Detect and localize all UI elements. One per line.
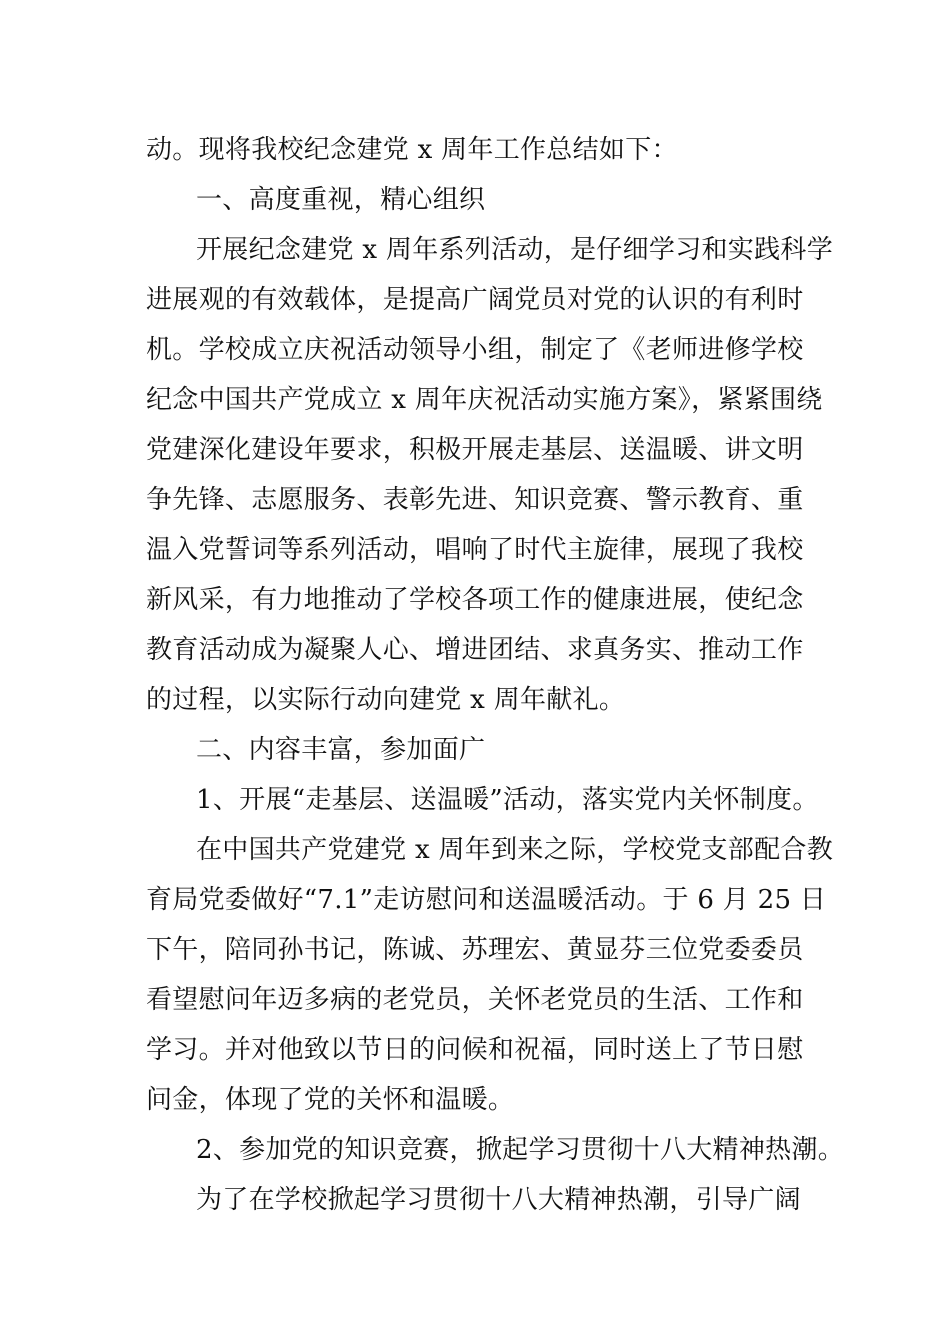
subheading-2: 2、参加党的知识竞赛，掀起学习贯彻十八大精神热潮。 [196, 1135, 845, 1165]
text-line-3: 开展纪念建党 x 周年系列活动，是仔细学习和实践科学 [196, 235, 833, 265]
text-line-1: 动。现将我校纪念建党 x 周年工作总结如下： [146, 135, 678, 165]
text-line-11: 教育活动成为凝聚人心、增进团结、求真务实、推动工作 [146, 635, 804, 665]
text-line-5: 机。学校成立庆祝活动领导小组，制定了《老师进修学校 [146, 335, 804, 365]
text-line-20: 问金，体现了党的关怀和温暖。 [146, 1085, 515, 1115]
text-line-10: 新风采，有力地推动了学校各项工作的健康进展，使纪念 [146, 585, 804, 615]
text-line-15: 在中国共产党建党 x 周年到来之际，学校党支部配合教 [196, 835, 833, 865]
section-heading-1: 一、高度重视，精心组织 [196, 185, 486, 215]
text-line-7: 党建深化建设年要求，积极开展走基层、送温暖、讲文明 [146, 435, 804, 465]
text-line-18: 看望慰问年迈多病的老党员，关怀老党员的生活、工作和 [146, 985, 804, 1015]
text-line-6: 纪念中国共产党成立 x 周年庆祝活动实施方案》，紧紧围绕 [146, 385, 823, 415]
text-line-8: 争先锋、志愿服务、表彰先进、知识竞赛、警示教育、重 [146, 485, 804, 515]
text-line-12: 的过程，以实际行动向建党 x 周年献礼。 [146, 685, 626, 715]
section-heading-2: 二、内容丰富，参加面广 [196, 735, 486, 765]
text-line-4: 进展观的有效载体，是提高广阔党员对党的认识的有利时 [146, 285, 804, 315]
text-line-19: 学习。并对他致以节日的问候和祝福，同时送上了节日慰 [146, 1035, 804, 1065]
text-line-16: 育局党委做好“7.1”走访慰问和送温暖活动。于 6 月 25 日 [146, 885, 827, 915]
text-line-22: 为了在学校掀起学习贯彻十八大精神热潮，引导广阔 [196, 1185, 801, 1215]
text-line-9: 温入党誓词等系列活动，唱响了时代主旋律，展现了我校 [146, 535, 804, 565]
subheading-1: 1、开展“走基层、送温暖”活动，落实党内关怀制度。 [196, 785, 819, 815]
text-line-17: 下午，陪同孙书记，陈诚、苏理宏、黄显芬三位党委委员 [146, 935, 804, 965]
